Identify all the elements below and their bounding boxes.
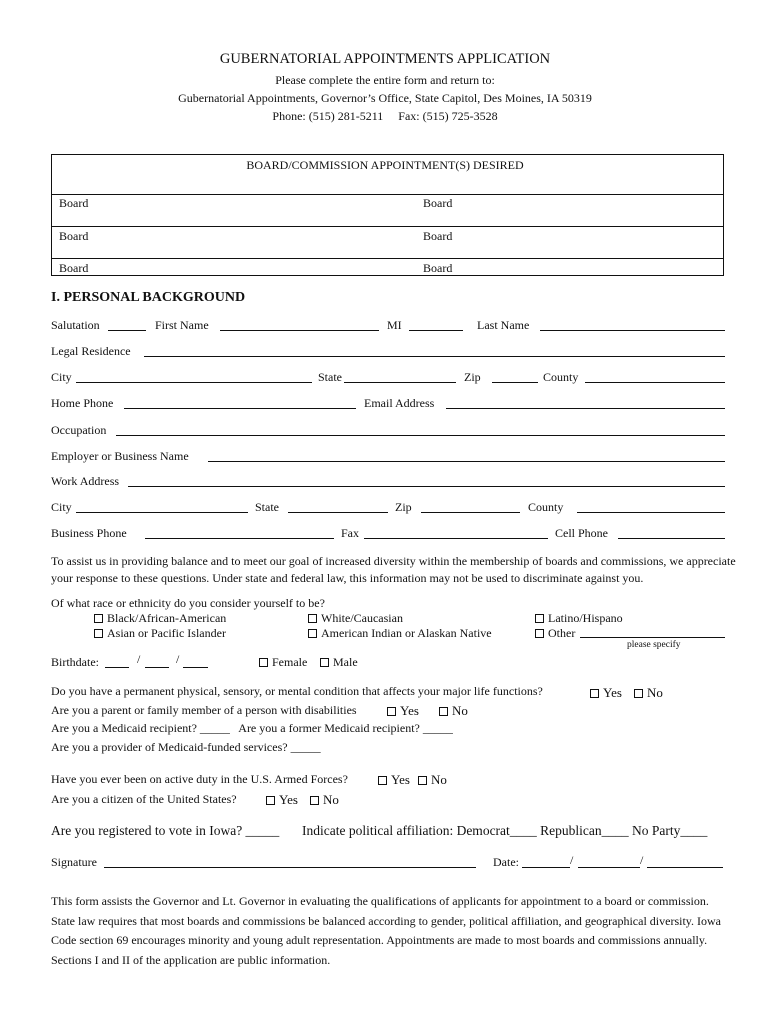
birth-month-field[interactable]: [105, 667, 129, 668]
fax-field[interactable]: [364, 538, 548, 539]
form-title: GUBERNATORIAL APPOINTMENTS APPLICATION: [219, 51, 551, 67]
checkbox-icon: [308, 614, 317, 623]
option-other[interactable]: Other: [535, 626, 575, 641]
section-title: I. PERSONAL BACKGROUND: [51, 290, 246, 305]
medicaid-question: Are you a Medicaid recipient? _____ Are you a former Medicaid recipient? _____: [51, 721, 453, 735]
work-zip-field[interactable]: [421, 512, 520, 513]
please-specify-label: please specify: [627, 640, 681, 650]
email-field[interactable]: [446, 408, 725, 409]
checkbox-icon: [418, 776, 427, 785]
option-black[interactable]: Black/African-American: [94, 611, 226, 626]
board-field-4[interactable]: Board: [423, 229, 453, 243]
signature-field[interactable]: [104, 867, 476, 868]
checkbox-icon: [590, 689, 599, 698]
home-phone-field[interactable]: [124, 408, 356, 409]
birth-year-field[interactable]: [183, 667, 208, 668]
city-field[interactable]: [76, 382, 312, 383]
board-field-5[interactable]: Board: [59, 261, 89, 275]
citizen-question: Are you a citizen of the United States?: [51, 792, 237, 806]
checkbox-icon: [535, 614, 544, 623]
first-name-label: First Name: [155, 318, 209, 332]
legal-residence-label: Legal Residence: [51, 344, 131, 358]
salutation-label: Salutation: [51, 318, 100, 332]
work-state-field[interactable]: [288, 512, 388, 513]
work-address-label: Work Address: [51, 474, 120, 488]
cell-phone-label: Cell Phone: [555, 526, 608, 540]
board-field-2[interactable]: Board: [423, 196, 453, 210]
state-label: State: [318, 370, 342, 384]
work-zip-label: Zip: [395, 500, 412, 514]
option-asian[interactable]: Asian or Pacific Islander: [94, 626, 226, 641]
phone-fax-line: Phone: (515) 281-5211 Fax: (515) 725-3528: [272, 109, 498, 123]
condition-yes[interactable]: Yes: [590, 685, 622, 701]
first-name-field[interactable]: [220, 330, 379, 331]
salutation-field[interactable]: [108, 330, 146, 331]
date-slash: /: [570, 853, 574, 867]
other-specify-field[interactable]: [580, 637, 725, 638]
signature-label: Signature: [51, 855, 97, 869]
employer-field[interactable]: [208, 461, 725, 462]
occupation-label: Occupation: [51, 423, 107, 437]
affiliation-question: Indicate political affiliation: Democrat____ Republican____ No Party____: [302, 823, 708, 838]
checkbox-icon: [266, 796, 275, 805]
female-option[interactable]: Female: [259, 655, 307, 670]
checkbox-icon: [310, 796, 319, 805]
email-label: Email Address: [364, 396, 435, 410]
checkbox-icon: [94, 629, 103, 638]
checkbox-icon: [94, 614, 103, 623]
armed-yes[interactable]: Yes: [378, 772, 410, 788]
board-field-3[interactable]: Board: [59, 229, 89, 243]
date-label: Date:: [493, 855, 519, 869]
work-state-label: State: [255, 500, 279, 514]
citizen-yes[interactable]: Yes: [266, 792, 298, 808]
home-phone-label: Home Phone: [51, 396, 114, 410]
armed-forces-question: Have you ever been on active duty in the U.S. Armed Forces?: [51, 772, 348, 786]
date-slash: /: [640, 853, 644, 867]
work-address-field[interactable]: [128, 486, 725, 487]
parent-question: Are you a parent or family member of a person with disabilities: [51, 703, 357, 717]
date-slash: /: [176, 652, 180, 666]
zip-field[interactable]: [492, 382, 538, 383]
race-question: Of what race or ethnicity do you consider yourself to be?: [51, 596, 325, 610]
divider: [51, 226, 724, 227]
address-line: Gubernatorial Appointments, Governor’s Office, State Capitol, Des Moines, IA 50319: [178, 91, 592, 105]
checkbox-icon: [535, 629, 544, 638]
work-county-label: County: [528, 500, 564, 514]
checkbox-icon: [634, 689, 643, 698]
option-white[interactable]: White/Caucasian: [308, 611, 403, 626]
last-name-field[interactable]: [540, 330, 725, 331]
footer-notice: This form assists the Governor and Lt. Governor in evaluating the qualifications of applicants for appointment to a board or commission. State law requires that most boards and commissions be balanced according to gender, political affiliation, and geographical diversity. Iowa Code section 69 encourages minority and young adult representation. Appointments are made to most boards and commissions annually. Sections I and II of the application are public information.: [51, 894, 721, 967]
city-label: City: [51, 370, 72, 384]
state-field[interactable]: [344, 382, 456, 383]
instructions-line: Please complete the entire form and return to:: [275, 73, 495, 87]
checkbox-icon: [378, 776, 387, 785]
vote-question: Are you registered to vote in Iowa? _____: [51, 823, 280, 838]
county-label: County: [543, 370, 579, 384]
employer-label: Employer or Business Name: [51, 449, 189, 463]
citizen-no[interactable]: No: [310, 792, 339, 808]
sign-day-field[interactable]: [578, 867, 640, 868]
provider-question: Are you a provider of Medicaid-funded services? _____: [51, 740, 321, 754]
birthdate-label: Birthdate:: [51, 655, 99, 669]
checkbox-icon: [320, 658, 329, 667]
checkbox-icon: [308, 629, 317, 638]
work-county-field[interactable]: [577, 512, 725, 513]
fax-label: Fax: [341, 526, 359, 540]
male-option[interactable]: Male: [320, 655, 358, 670]
checkbox-icon: [439, 707, 448, 716]
condition-no[interactable]: No: [634, 685, 663, 701]
zip-label: Zip: [464, 370, 481, 384]
option-latino[interactable]: Latino/Hispano: [535, 611, 623, 626]
sign-year-field[interactable]: [647, 867, 723, 868]
legal-residence-field[interactable]: [144, 356, 725, 357]
mi-label: MI: [387, 318, 402, 332]
work-city-label: City: [51, 500, 72, 514]
sign-month-field[interactable]: [522, 867, 570, 868]
business-phone-label: Business Phone: [51, 526, 127, 540]
work-city-field[interactable]: [76, 512, 248, 513]
parent-yes[interactable]: Yes: [387, 703, 419, 719]
parent-no[interactable]: No: [439, 703, 468, 719]
business-phone-field[interactable]: [145, 538, 334, 539]
last-name-label: Last Name: [477, 318, 530, 332]
divider: [51, 194, 724, 195]
mi-field[interactable]: [409, 330, 463, 331]
board-field-6[interactable]: Board: [423, 261, 453, 275]
occupation-field[interactable]: [116, 435, 725, 436]
option-native[interactable]: American Indian or Alaskan Native: [308, 626, 492, 641]
cell-phone-field[interactable]: [618, 538, 725, 539]
date-slash: /: [137, 652, 141, 666]
condition-question: Do you have a permanent physical, sensory, or mental condition that affects your major life functions?: [51, 684, 543, 698]
checkbox-icon: [387, 707, 396, 716]
checkbox-icon: [259, 658, 268, 667]
birth-day-field[interactable]: [145, 667, 169, 668]
board-field-1[interactable]: Board: [59, 196, 89, 210]
county-field[interactable]: [585, 382, 725, 383]
armed-no[interactable]: No: [418, 772, 447, 788]
board-table-heading: BOARD/COMMISSION APPOINTMENT(S) DESIRED: [246, 158, 524, 172]
divider: [51, 258, 724, 259]
diversity-intro: To assist us in providing balance and to meet our goal of increased diversity within the membership of boards and commissions, we appreciate your response to these questions. Under state and federal law, this information may not be used to discriminate against you.: [51, 554, 736, 585]
